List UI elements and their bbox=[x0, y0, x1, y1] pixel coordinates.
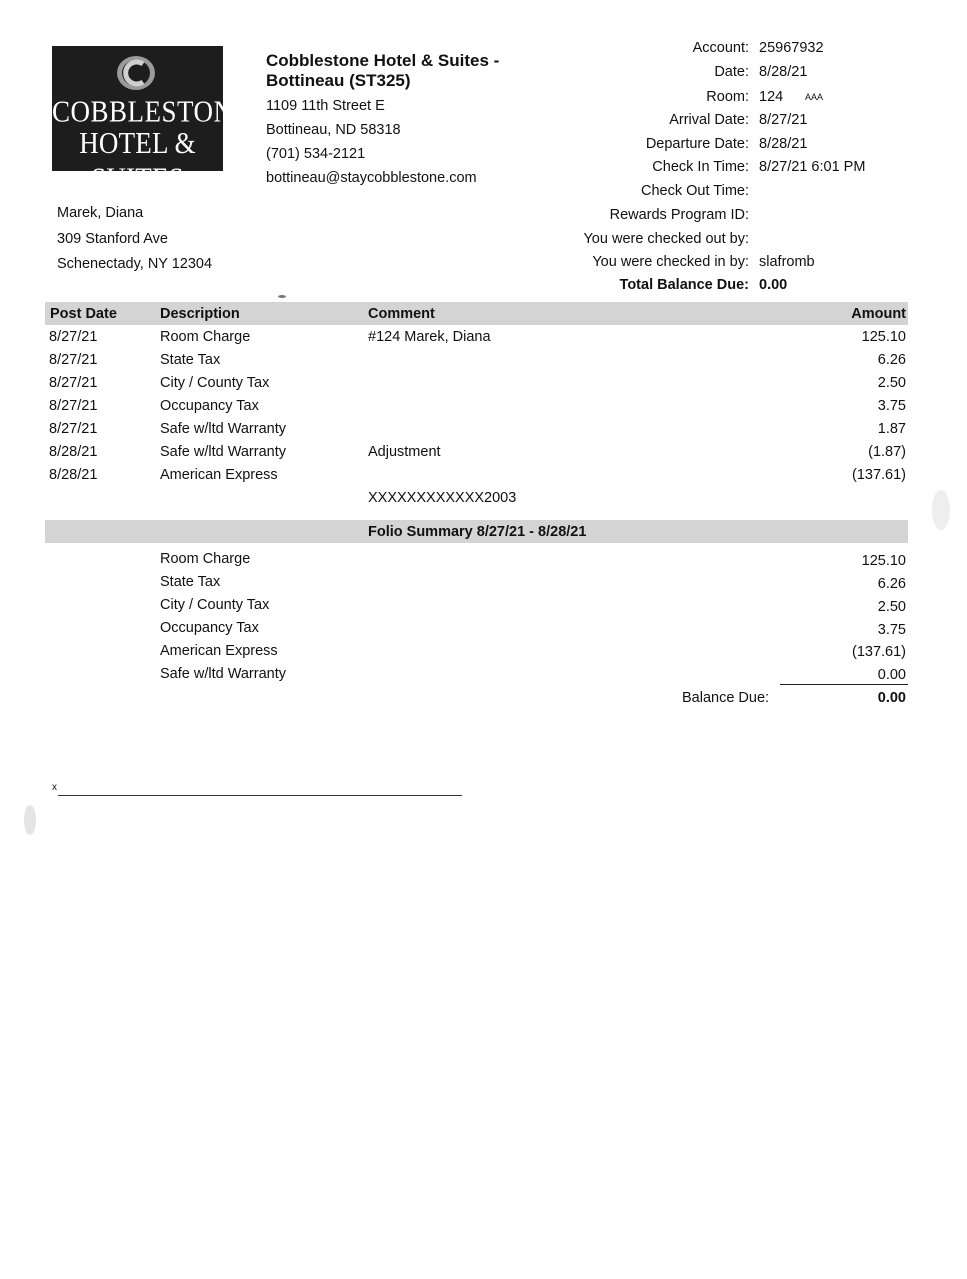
row-date: 8/28/21 bbox=[49, 467, 98, 483]
summary-row-amount: 6.26 bbox=[877, 576, 906, 592]
signature-mark: x bbox=[52, 782, 57, 793]
guest-city: Schenectady, NY 12304 bbox=[57, 256, 213, 272]
logo-text-line1: COBBLESTONE bbox=[52, 93, 251, 129]
summary-row-description: Safe w/ltd Warranty bbox=[160, 666, 286, 682]
cobblestone-c-icon bbox=[115, 54, 157, 92]
row-amount: (137.61) bbox=[851, 467, 906, 483]
summary-row-amount: 2.50 bbox=[877, 599, 906, 615]
summary-total-rule bbox=[780, 684, 908, 685]
summary-row-amount: 125.10 bbox=[861, 553, 906, 569]
ledger-row bbox=[0, 352, 967, 375]
info-value-total-balance: 0.00 bbox=[759, 277, 788, 293]
scan-speck bbox=[24, 805, 36, 835]
room-tag: AAA bbox=[805, 92, 824, 102]
summary-row-description: Occupancy Tax bbox=[160, 620, 259, 636]
info-value-account: 25967932 bbox=[759, 40, 824, 56]
row-amount: 1.87 bbox=[877, 421, 906, 437]
summary-row-description: Room Charge bbox=[160, 551, 251, 567]
summary-title: Folio Summary 8/27/21 - 8/28/21 bbox=[368, 524, 587, 540]
row-comment: Adjustment bbox=[368, 444, 441, 460]
row-description: Safe w/ltd Warranty bbox=[160, 421, 286, 437]
hotel-email: bottineau@staycobblestone.com bbox=[266, 170, 477, 186]
row-date: 8/27/21 bbox=[49, 398, 98, 414]
info-label-checked-out-by: You were checked out by: bbox=[583, 231, 749, 247]
info-label-departure: Departure Date: bbox=[645, 136, 749, 152]
ledger-row bbox=[0, 375, 967, 398]
hotel-street: 1109 11th Street E bbox=[266, 98, 385, 114]
hotel-logo bbox=[52, 46, 251, 196]
info-label-date: Date: bbox=[714, 64, 749, 80]
ledger-row bbox=[0, 329, 967, 352]
signature-line bbox=[58, 795, 462, 796]
row-description: American Express bbox=[160, 467, 278, 483]
summary-row-amount: 3.75 bbox=[877, 622, 906, 638]
info-label-checkin-time: Check In Time: bbox=[652, 159, 749, 175]
info-value-date: 8/28/21 bbox=[759, 64, 808, 80]
row-date: 8/27/21 bbox=[49, 375, 98, 391]
card-number: XXXXXXXXXXXX2003 bbox=[368, 490, 517, 506]
info-label-total-balance: Total Balance Due: bbox=[619, 277, 749, 293]
logo-text-line2: HOTEL & SUITES bbox=[79, 125, 196, 196]
info-value-checkin-time: 8/27/21 6:01 PM bbox=[759, 159, 866, 175]
row-date: 8/27/21 bbox=[49, 421, 98, 437]
summary-row-description: State Tax bbox=[160, 574, 221, 590]
row-amount: 6.26 bbox=[877, 352, 906, 368]
row-amount: 3.75 bbox=[877, 398, 906, 414]
hotel-name-line2: Bottineau (ST325) bbox=[266, 71, 411, 90]
summary-row-description: City / County Tax bbox=[160, 597, 270, 613]
info-value-checked-in-by: slafromb bbox=[759, 254, 815, 270]
info-value-room: 124 bbox=[759, 89, 784, 105]
header-comment: Comment bbox=[368, 306, 435, 322]
ledger-row bbox=[0, 467, 967, 490]
hotel-phone: (701) 534-2121 bbox=[266, 146, 366, 162]
info-label-checked-in-by: You were checked in by: bbox=[592, 254, 749, 270]
info-label-checkout-time: Check Out Time: bbox=[641, 183, 749, 199]
hotel-city: Bottineau, ND 58318 bbox=[266, 122, 401, 138]
row-amount: 2.50 bbox=[877, 375, 906, 391]
info-label-account: Account: bbox=[692, 40, 749, 56]
row-amount: (1.87) bbox=[868, 444, 906, 460]
hotel-name-line1: Cobblestone Hotel & Suites - bbox=[266, 51, 500, 70]
scan-speck bbox=[278, 295, 286, 298]
row-date: 8/27/21 bbox=[49, 329, 98, 345]
row-date: 8/27/21 bbox=[49, 352, 98, 368]
row-description: Occupancy Tax bbox=[160, 398, 259, 414]
guest-street: 309 Stanford Ave bbox=[57, 231, 168, 247]
scan-speck bbox=[932, 490, 950, 530]
info-value-arrival: 8/27/21 bbox=[759, 112, 808, 128]
info-label-rewards-id: Rewards Program ID: bbox=[609, 207, 749, 223]
row-description: City / County Tax bbox=[160, 375, 270, 391]
balance-due-label: Balance Due: bbox=[682, 690, 770, 706]
summary-row-amount: (137.61) bbox=[851, 644, 906, 660]
info-label-room: Room: bbox=[706, 89, 749, 105]
row-amount: 125.10 bbox=[861, 329, 906, 345]
ledger-header-band bbox=[45, 302, 908, 325]
row-date: 8/28/21 bbox=[49, 444, 98, 460]
summary-row-description: American Express bbox=[160, 643, 278, 659]
ledger-row bbox=[0, 421, 967, 444]
guest-name: Marek, Diana bbox=[57, 205, 144, 221]
header-description: Description bbox=[160, 306, 240, 322]
ledger-row bbox=[0, 444, 967, 467]
info-value-departure: 8/28/21 bbox=[759, 136, 808, 152]
row-description: Room Charge bbox=[160, 329, 251, 345]
row-description: State Tax bbox=[160, 352, 221, 368]
row-description: Safe w/ltd Warranty bbox=[160, 444, 286, 460]
row-comment: #124 Marek, Diana bbox=[368, 329, 491, 345]
balance-due-value: 0.00 bbox=[877, 690, 906, 706]
summary-header-band bbox=[45, 520, 908, 543]
info-label-arrival: Arrival Date: bbox=[669, 112, 749, 128]
header-post-date: Post Date bbox=[50, 306, 117, 322]
hotel-name bbox=[266, 51, 566, 91]
summary-row-amount: 0.00 bbox=[877, 667, 906, 683]
header-amount: Amount bbox=[851, 306, 906, 322]
ledger-row bbox=[0, 398, 967, 421]
